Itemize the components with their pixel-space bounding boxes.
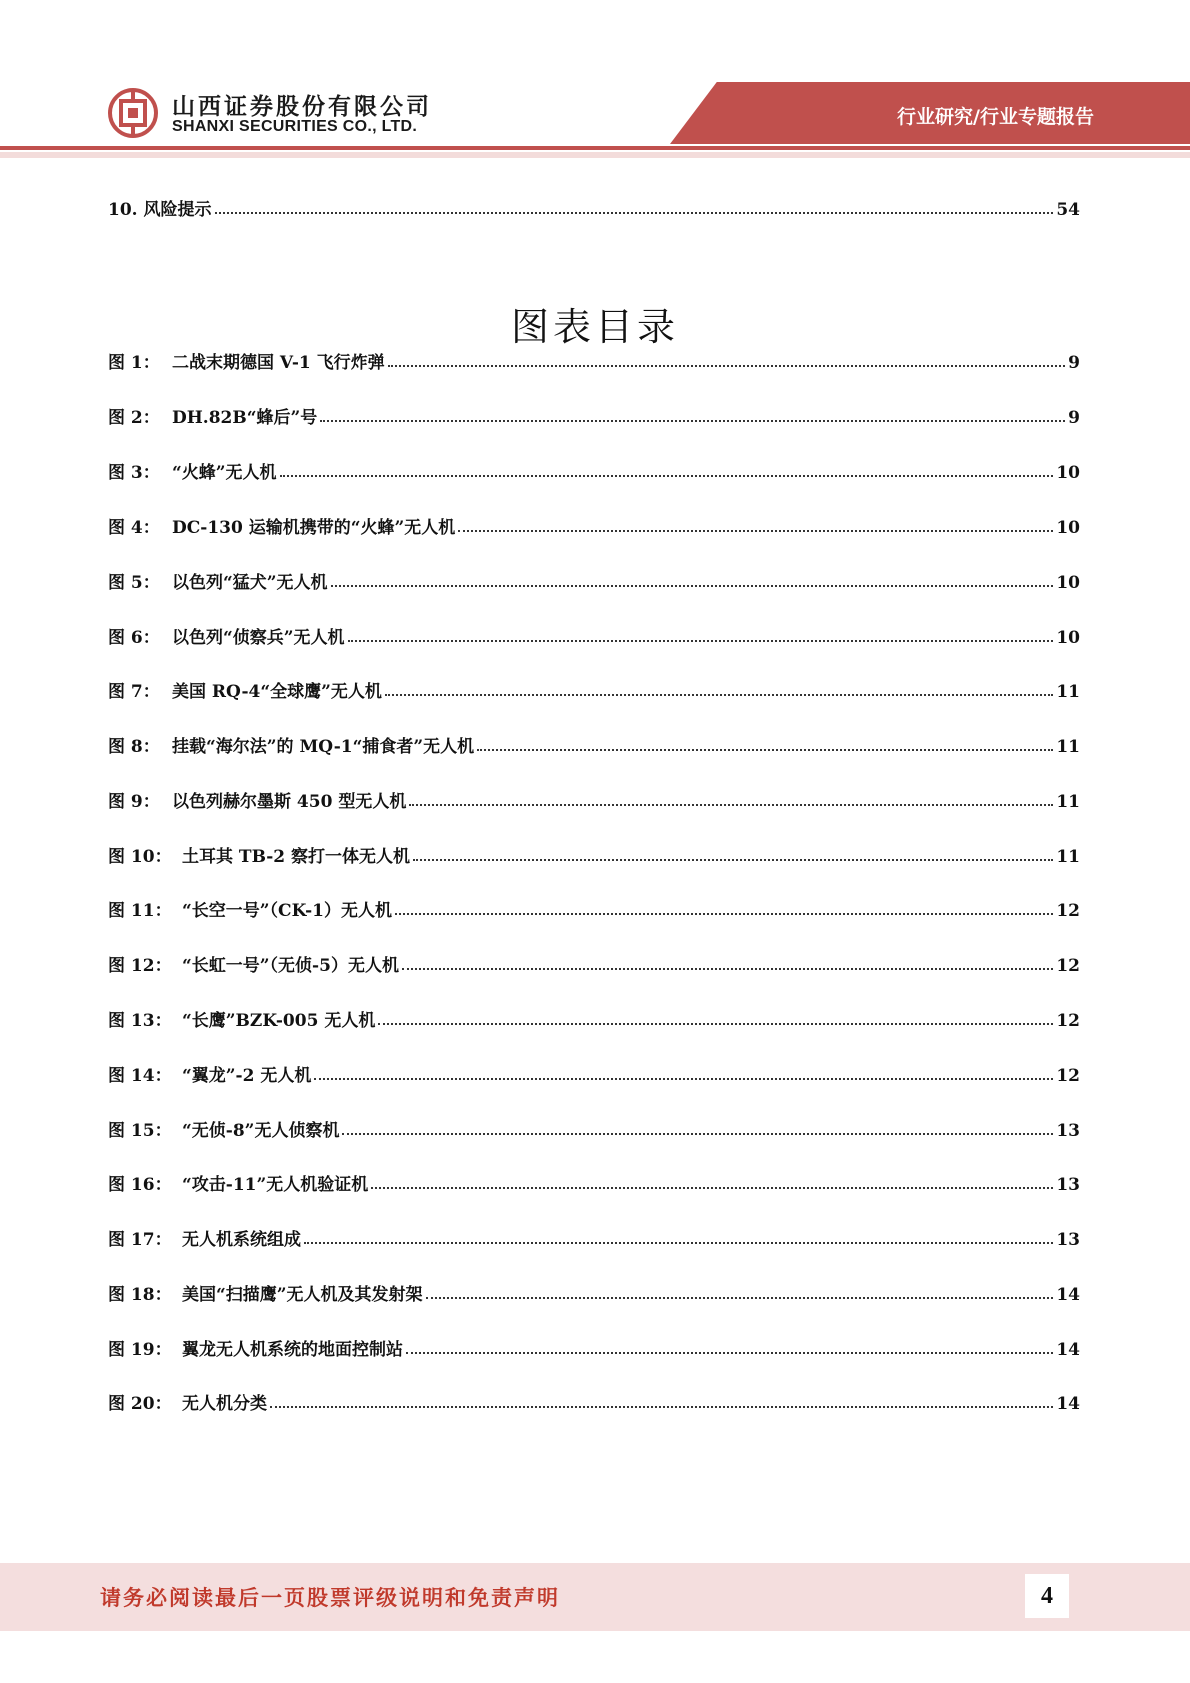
figure-page: 13 bbox=[1056, 1175, 1080, 1195]
figure-label: 图 17： bbox=[108, 1230, 172, 1250]
dot-leader bbox=[378, 1023, 1053, 1025]
figure-page: 11 bbox=[1056, 682, 1080, 702]
figure-title: “攻击-11”无人机验证机 bbox=[182, 1175, 369, 1195]
figure-label: 图 14： bbox=[108, 1066, 172, 1086]
figure-entry[interactable] bbox=[108, 1113, 1080, 1141]
figure-entry[interactable] bbox=[108, 565, 1080, 593]
report-type: 行业研究/行业专题报告 bbox=[897, 106, 1094, 128]
company-name-en: SHANXI SECURITIES CO., LTD. bbox=[172, 118, 418, 135]
figure-label: 图 8： bbox=[108, 737, 160, 757]
page-number: 4 bbox=[1025, 1574, 1069, 1618]
toc-entry[interactable] bbox=[108, 192, 1080, 220]
figure-page: 13 bbox=[1056, 1230, 1080, 1250]
figure-label: 图 7： bbox=[108, 682, 160, 702]
figure-title: 翼龙无人机系统的地面控制站 bbox=[182, 1340, 403, 1360]
dot-leader bbox=[406, 1352, 1053, 1354]
figure-title: 挂载“海尔法”的 MQ-1“捕食者”无人机 bbox=[172, 737, 475, 757]
figure-title: 美国“扫描鹰”无人机及其发射架 bbox=[182, 1285, 423, 1305]
figure-entry[interactable] bbox=[108, 1167, 1080, 1195]
dot-leader bbox=[348, 640, 1054, 642]
figure-title: 以色列赫尔墨斯 450 型无人机 bbox=[172, 792, 407, 812]
toc-number: 10. bbox=[108, 200, 138, 220]
dot-leader bbox=[280, 475, 1054, 477]
figure-entry[interactable] bbox=[108, 893, 1080, 921]
figure-label: 图 5： bbox=[108, 573, 160, 593]
figure-entry[interactable] bbox=[108, 510, 1080, 538]
dot-leader bbox=[320, 420, 1065, 422]
figure-page: 12 bbox=[1056, 901, 1080, 921]
page-header bbox=[0, 0, 1190, 160]
figure-label: 图 4： bbox=[108, 518, 160, 538]
figure-title: 无人机系统组成 bbox=[182, 1230, 301, 1250]
figure-page: 13 bbox=[1056, 1121, 1080, 1141]
footer-disclaimer: 请务必阅读最后一页股票评级说明和免责声明 bbox=[100, 1585, 560, 1610]
figure-entry[interactable] bbox=[108, 1058, 1080, 1086]
figure-label: 图 13： bbox=[108, 1011, 172, 1031]
dot-leader bbox=[413, 859, 1053, 861]
figure-entry[interactable] bbox=[108, 1332, 1080, 1360]
figure-page: 11 bbox=[1056, 792, 1080, 812]
figure-entry[interactable] bbox=[108, 784, 1080, 812]
figure-label: 图 20： bbox=[108, 1394, 172, 1414]
figure-title: 土耳其 TB-2 察打一体无人机 bbox=[182, 847, 411, 867]
figure-title: “无侦-8”无人侦察机 bbox=[182, 1121, 340, 1141]
figure-entry[interactable] bbox=[108, 1277, 1080, 1305]
figure-label: 图 6： bbox=[108, 628, 160, 648]
figure-page: 12 bbox=[1056, 956, 1080, 976]
figure-title: 以色列“侦察兵”无人机 bbox=[172, 628, 345, 648]
figure-title: “翼龙”-2 无人机 bbox=[182, 1066, 312, 1086]
figure-label: 图 19： bbox=[108, 1340, 172, 1360]
figure-title: 二战末期德国 V-1 飞行炸弹 bbox=[172, 353, 385, 373]
figure-title: “长虹一号”（无侦-5）无人机 bbox=[182, 956, 399, 976]
figure-entry[interactable] bbox=[108, 1003, 1080, 1031]
figure-entry[interactable] bbox=[108, 620, 1080, 648]
figure-label: 图 18： bbox=[108, 1285, 172, 1305]
figure-entry[interactable] bbox=[108, 1386, 1080, 1414]
dot-leader bbox=[270, 1406, 1053, 1408]
figure-label: 图 16： bbox=[108, 1175, 172, 1195]
dot-leader bbox=[458, 530, 1053, 532]
figure-page: 9 bbox=[1068, 408, 1080, 428]
figure-title: DC-130 运输机携带的“火蜂”无人机 bbox=[172, 518, 456, 538]
figure-page: 11 bbox=[1056, 847, 1080, 867]
figure-entry[interactable] bbox=[108, 1222, 1080, 1250]
figure-label: 图 15： bbox=[108, 1121, 172, 1141]
figure-page: 10 bbox=[1056, 573, 1080, 593]
figure-entry[interactable] bbox=[108, 674, 1080, 702]
figure-page: 12 bbox=[1056, 1066, 1080, 1086]
header-divider bbox=[0, 146, 1190, 150]
dot-leader bbox=[215, 212, 1054, 214]
figure-label: 图 3： bbox=[108, 463, 160, 483]
figure-page: 11 bbox=[1056, 737, 1080, 757]
toc-title: 风险提示 bbox=[143, 200, 212, 220]
dot-leader bbox=[385, 694, 1053, 696]
dot-leader bbox=[409, 804, 1053, 806]
figure-entry[interactable] bbox=[108, 400, 1080, 428]
figure-page: 9 bbox=[1068, 353, 1080, 373]
dot-leader bbox=[395, 913, 1053, 915]
figure-title: 以色列“猛犬”无人机 bbox=[172, 573, 328, 593]
dot-leader bbox=[331, 585, 1054, 587]
figure-entry[interactable] bbox=[108, 729, 1080, 757]
dot-leader bbox=[342, 1133, 1053, 1135]
dot-leader bbox=[388, 365, 1065, 367]
company-name-cn: 山西证券股份有限公司 bbox=[172, 94, 432, 120]
figure-title: 无人机分类 bbox=[182, 1394, 267, 1414]
dot-leader bbox=[304, 1242, 1053, 1244]
company-logo-icon bbox=[108, 88, 158, 138]
dot-leader bbox=[477, 749, 1053, 751]
figure-page: 10 bbox=[1056, 518, 1080, 538]
header-divider-light bbox=[0, 152, 1190, 158]
figure-entry[interactable] bbox=[108, 345, 1080, 373]
figure-label: 图 2： bbox=[108, 408, 160, 428]
figure-label: 图 9： bbox=[108, 792, 160, 812]
figure-page: 14 bbox=[1056, 1394, 1080, 1414]
figure-page: 10 bbox=[1056, 463, 1080, 483]
figure-label: 图 10： bbox=[108, 847, 172, 867]
figure-title: 美国 RQ-4“全球鹰”无人机 bbox=[172, 682, 382, 702]
figure-entry[interactable] bbox=[108, 839, 1080, 867]
figure-title: “长空一号”（CK-1）无人机 bbox=[182, 901, 393, 921]
dot-leader bbox=[314, 1078, 1053, 1080]
section-title: 图表目录 bbox=[510, 305, 679, 349]
dot-leader bbox=[426, 1297, 1054, 1299]
figure-entry[interactable] bbox=[108, 455, 1080, 483]
figure-title: “长鹰”BZK-005 无人机 bbox=[182, 1011, 376, 1031]
figure-page: 14 bbox=[1056, 1340, 1080, 1360]
toc-page: 54 bbox=[1056, 200, 1080, 220]
dot-leader bbox=[371, 1187, 1053, 1189]
dot-leader bbox=[402, 968, 1053, 970]
figure-entry[interactable] bbox=[108, 948, 1080, 976]
figure-label: 图 1： bbox=[108, 353, 160, 373]
figure-title: “火蜂”无人机 bbox=[172, 463, 277, 483]
figure-page: 12 bbox=[1056, 1011, 1080, 1031]
figure-page: 14 bbox=[1056, 1285, 1080, 1305]
figure-label: 图 11： bbox=[108, 901, 172, 921]
figure-label: 图 12： bbox=[108, 956, 172, 976]
figure-page: 10 bbox=[1056, 628, 1080, 648]
figure-title: DH.82B“蜂后”号 bbox=[172, 408, 318, 428]
